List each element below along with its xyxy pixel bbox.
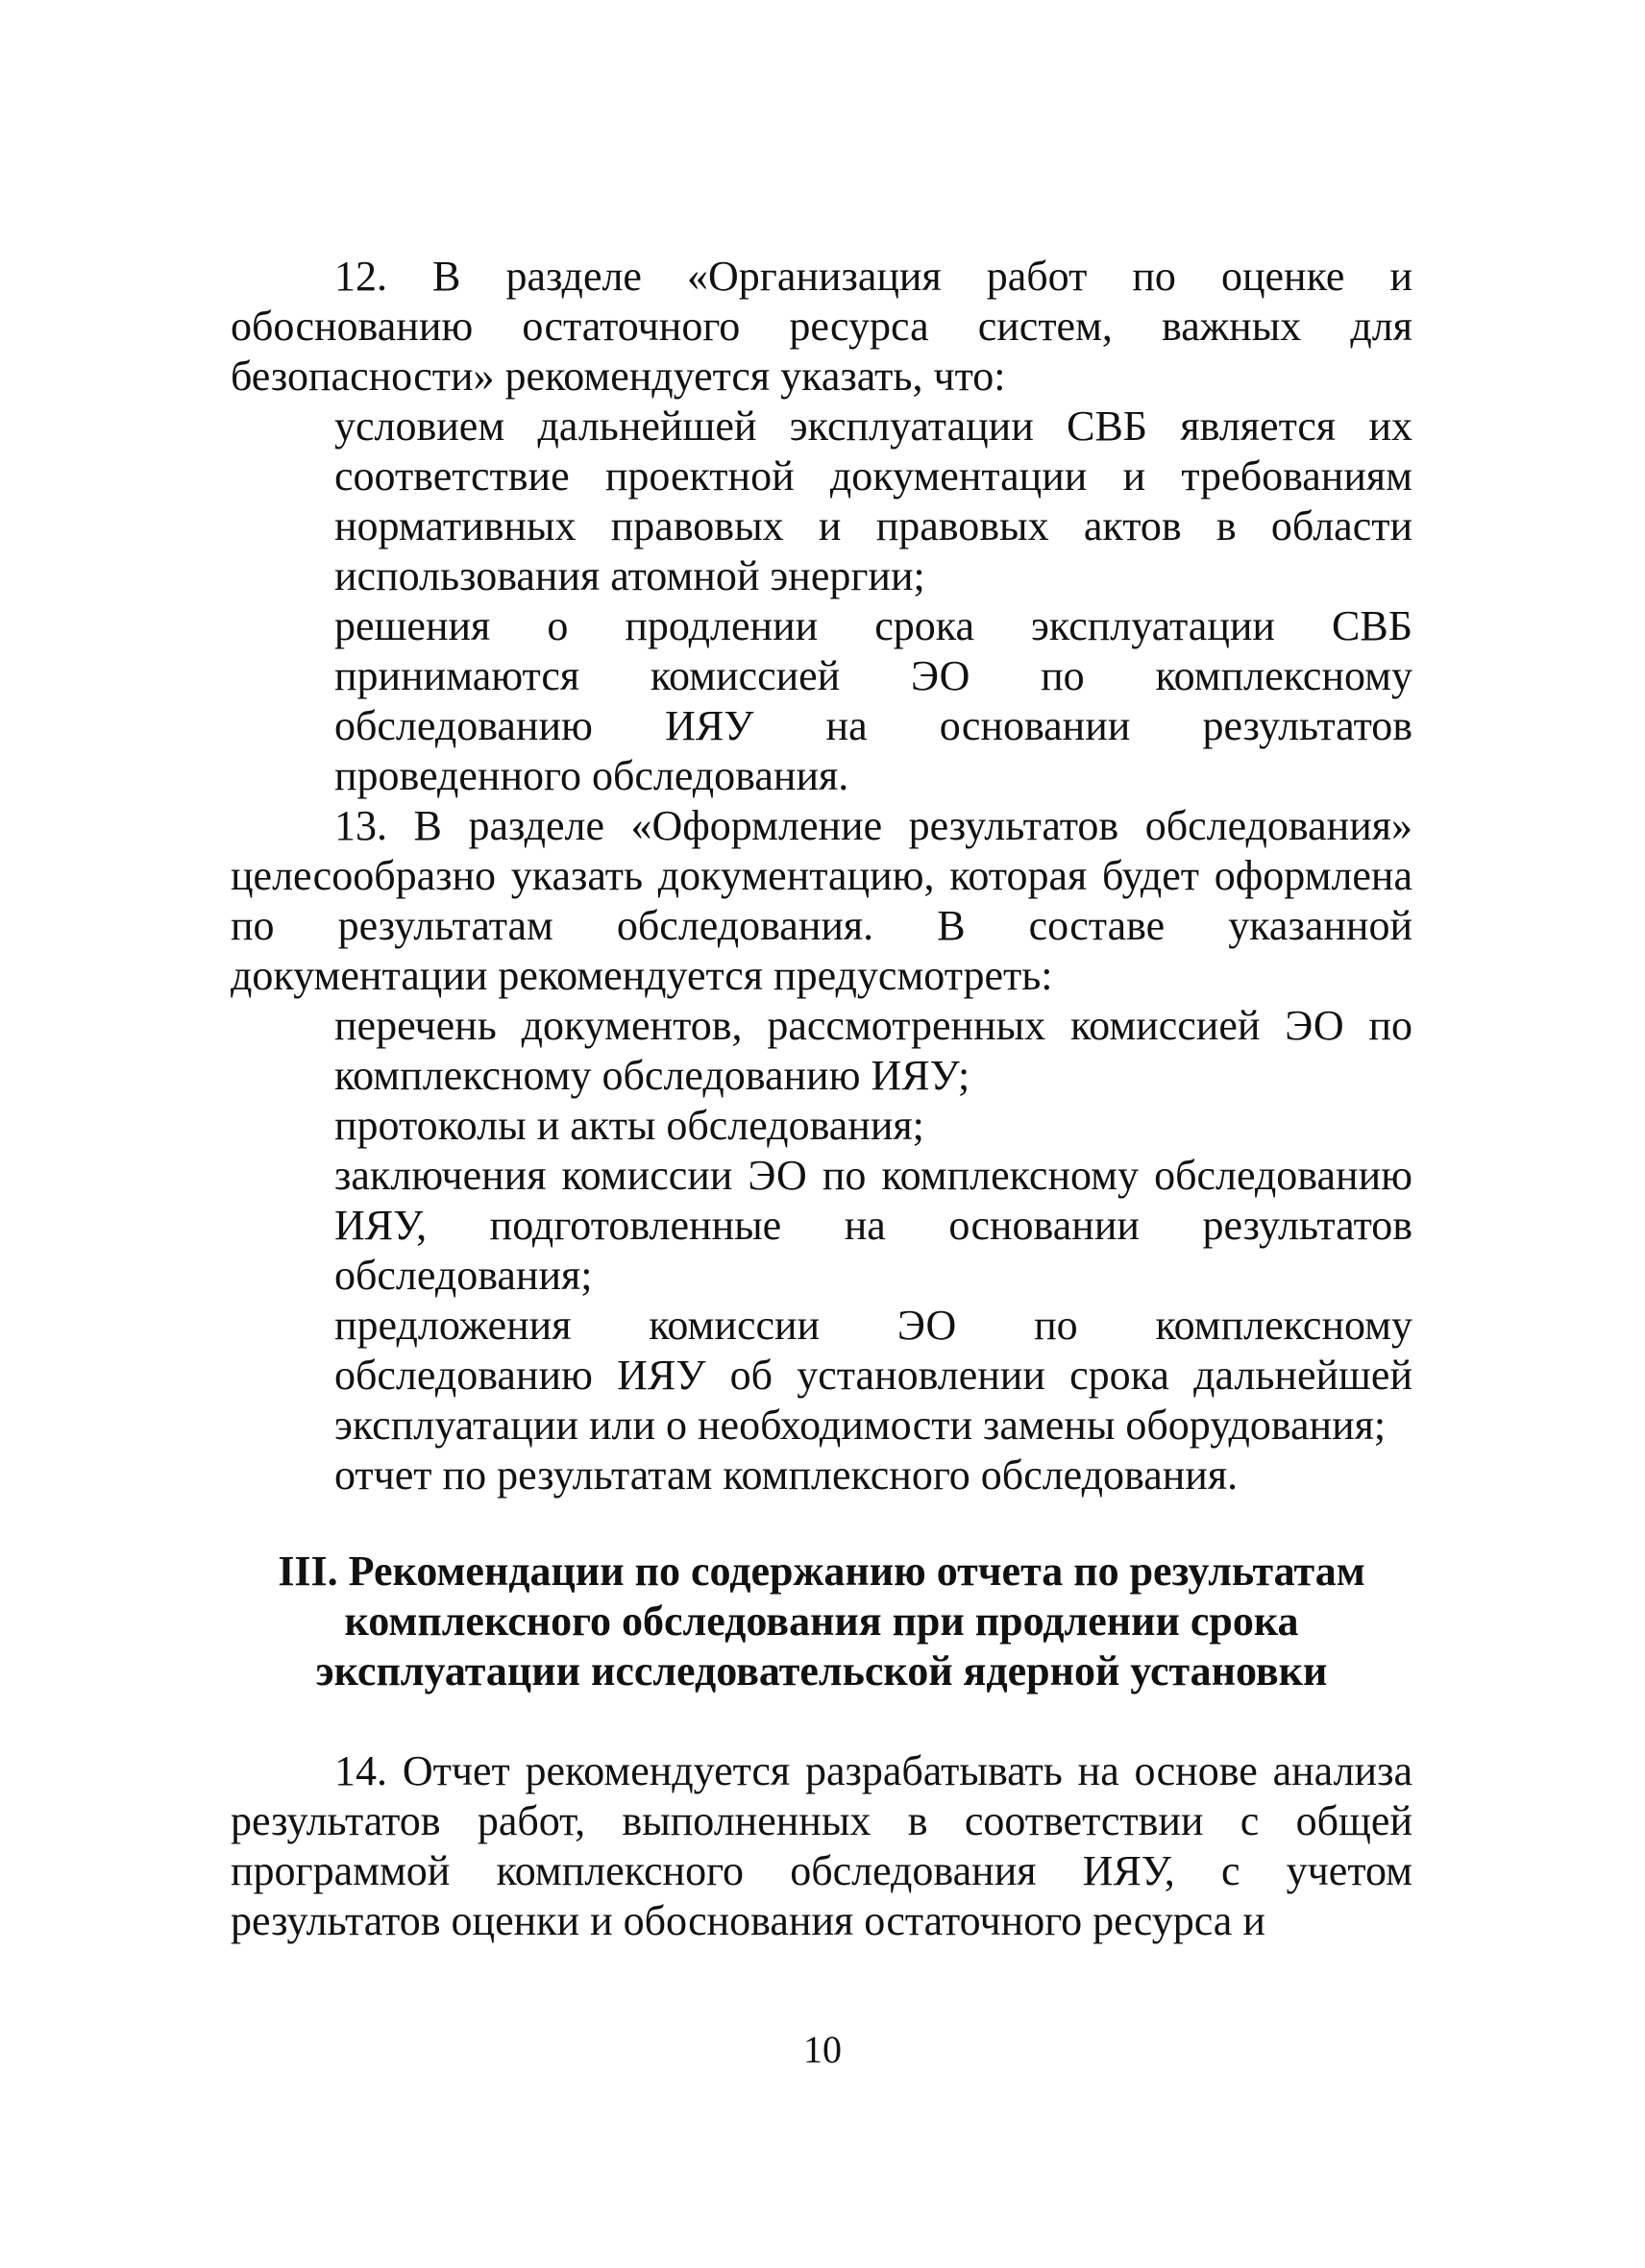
section-iii-heading-line-2: комплексного обследования при продлении срока — [344, 1597, 1299, 1645]
section-12-item-2: решения о продлении срока эксплуатации СВБ принимаются комиссией ЭО по комплексному обследованию ИЯУ на основании результатов проведенного обследования. — [334, 602, 1412, 799]
page-number: 10 — [803, 2028, 842, 2071]
section-13 — [231, 801, 1412, 1500]
section-12-item-1: условием дальнейшей эксплуатации СВБ является их соответствие проектной документации и требованиям нормативных правовых и правовых актов в области использования атомной энергии; — [334, 402, 1412, 599]
section-12 — [231, 252, 1412, 801]
section-13-item-3: заключения комиссии ЭО по комплексному обследованию ИЯУ, подготовленные на основании результатов обследования; — [334, 1152, 1412, 1299]
section-14 — [231, 1746, 1412, 1946]
section-12-intro: 12. В разделе «Организация работ по оценке и обоснованию остаточного ресурса систем, важных для безопасности» рекомендуется указать, что: — [231, 253, 1412, 400]
section-iii-heading — [231, 1547, 1412, 1696]
section-iii-heading-line-1: III. Рекомендации по содержанию отчета по результатам — [278, 1548, 1365, 1595]
section-13-item-1: перечень документов, рассмотренных комиссией ЭО по комплексному обследованию ИЯУ; — [334, 1002, 1412, 1099]
section-13-intro: 13. В разделе «Оформление результатов обследования» целесообразно указать документацию, которая будет оформлена по результатам обследования. В составе указанной документации рекомендуется предусмотреть: — [231, 802, 1412, 999]
section-13-item-4: предложения комиссии ЭО по комплексному обследованию ИЯУ об установлении срока дальнейшей эксплуатации или о необходимости замены оборудования; — [334, 1302, 1412, 1449]
section-13-item-5: отчет по результатам комплексного обследования. — [334, 1451, 1239, 1499]
section-14-intro: 14. Отчет рекомендуется разрабатывать на основе анализа результатов работ, выполненных в соответствии с общей программой комплексного обследования ИЯУ, с учетом результатов оценки и обоснования остаточного ресурса и — [231, 1747, 1412, 1944]
section-13-item-2: протоколы и акты обследования; — [334, 1102, 924, 1149]
section-iii-heading-line-3: эксплуатации исследовательской ядерной установки — [315, 1647, 1328, 1695]
